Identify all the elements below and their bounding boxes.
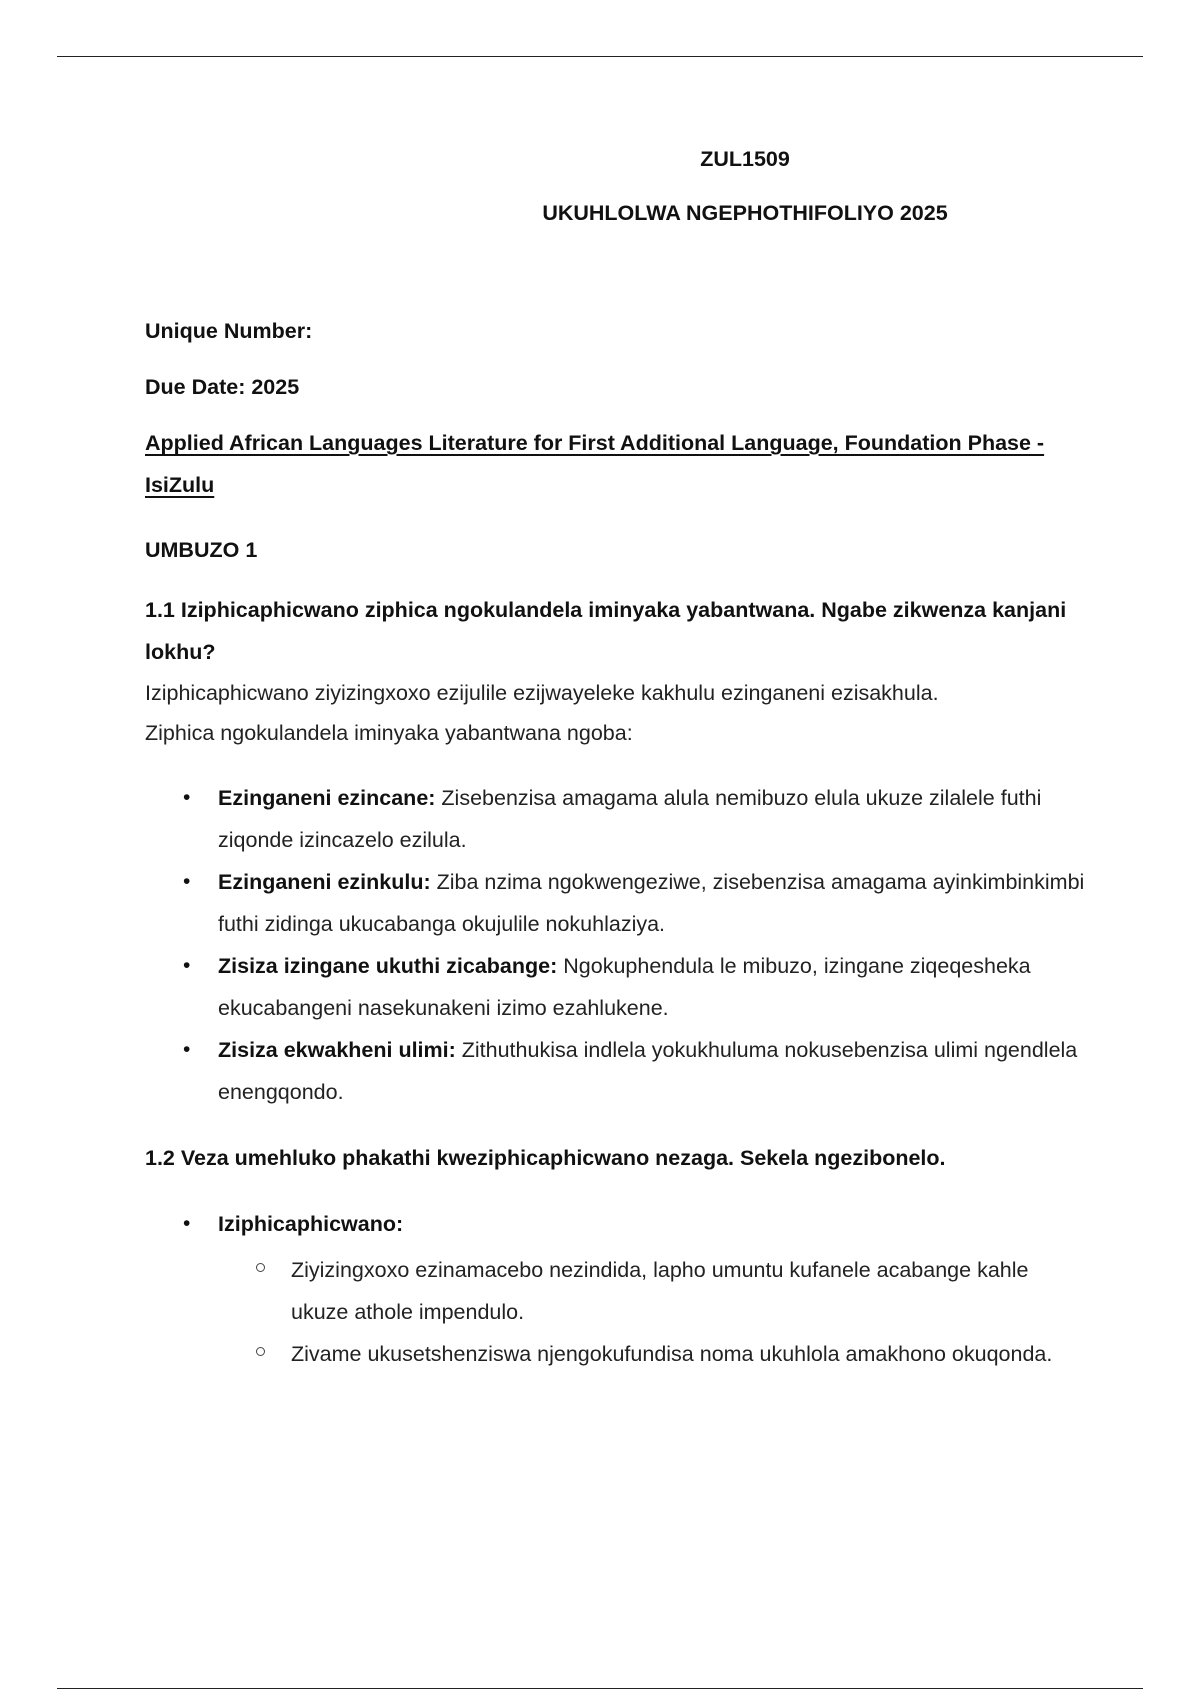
bottom-rule — [57, 1688, 1143, 1689]
sub-list-item — [218, 1249, 1085, 1333]
module-code: ZUL1509 — [700, 147, 790, 171]
unique-number-label: Unique Number: — [145, 319, 313, 343]
bullet-icon: • — [183, 1038, 191, 1061]
bullet-icon: • — [183, 870, 191, 893]
due-date-label: Due Date: 2025 — [145, 375, 300, 399]
question-1-2: 1.2 Veza umehluko phakathi kweziphicaphicwano nezaga. Sekela ngezibonelo. — [145, 1146, 946, 1170]
hollow-bullet-icon — [256, 1347, 265, 1356]
list-item-text: Zithuthukisa indlela yokukhuluma nokusebenzisa ulimi ngendlela enengqondo. — [218, 1038, 1078, 1104]
list-item-label: Iziphicaphicwano: — [218, 1212, 404, 1236]
list-item — [145, 1029, 1085, 1113]
list-item-label: Ezinganeni ezincane: — [218, 786, 436, 810]
section-heading: UMBUZO 1 — [145, 538, 258, 562]
intro-line-1: Iziphicaphicwano ziyizingxoxo ezijulile ezijwayeleke kakhulu ezinganeni ezisakhula. — [145, 681, 939, 705]
question-1-1-intro — [145, 673, 1085, 753]
question-1-1: 1.1 Iziphicaphicwano ziphica ngokulandela iminyaka yabantwana. Ngabe zikwenza kanjani lokhu? — [145, 598, 1067, 664]
sub-list-item-text: Zivame ukusetshenziswa njengokufundisa noma ukuhlola amakhono okuqonda. — [291, 1342, 1053, 1366]
course-title: Applied African Languages Literature for First Additional Language, Foundation Phase - IsiZulu — [145, 431, 1045, 497]
list-item — [145, 777, 1085, 861]
intro-line-2: Ziphica ngokulandela iminyaka yabantwana ngoba: — [145, 721, 633, 745]
q2-sub-items — [218, 1249, 1085, 1375]
list-item — [145, 1203, 1085, 1245]
bullet-icon: • — [183, 1212, 191, 1235]
list-item — [145, 861, 1085, 945]
list-item-label: Ezinganeni ezinkulu: — [218, 870, 431, 894]
list-item-text: Ngokuphendula le mibuzo, izingane ziqeqesheka ekucabangeni nasekunakeni izimo ezahlukene. — [218, 954, 1031, 1020]
document-body — [145, 142, 1085, 1375]
q1-bullet-list — [145, 777, 1085, 1113]
list-item-text: Zisebenzisa amagama alula nemibuzo elula ukuze zilalele futhi ziqonde izincazelo ezilula. — [218, 786, 1042, 852]
hollow-bullet-icon — [256, 1263, 265, 1272]
list-item-label: Zisiza ekwakheni ulimi: — [218, 1038, 456, 1062]
list-item — [145, 945, 1085, 1029]
assessment-title: UKUHLOLWA NGEPHOTHIFOLIYO 2025 — [542, 201, 948, 225]
list-item-text: Ziba nzima ngokwengeziwe, zisebenzisa amagama ayinkimbinkimbi futhi zidinga ukucabanga okujulile nokuhlaziya. — [218, 870, 1085, 936]
sub-list-item-text: Ziyizingxoxo ezinamacebo nezindida, lapho umuntu kufanele acabange kahle ukuze athole impendulo. — [291, 1258, 1029, 1324]
bullet-icon: • — [183, 954, 191, 977]
q2-bullet-list — [145, 1203, 1085, 1245]
top-rule — [57, 56, 1143, 57]
sub-list-item — [218, 1333, 1085, 1375]
list-item-label: Zisiza izingane ukuthi zicabange: — [218, 954, 558, 978]
bullet-icon: • — [183, 786, 191, 809]
